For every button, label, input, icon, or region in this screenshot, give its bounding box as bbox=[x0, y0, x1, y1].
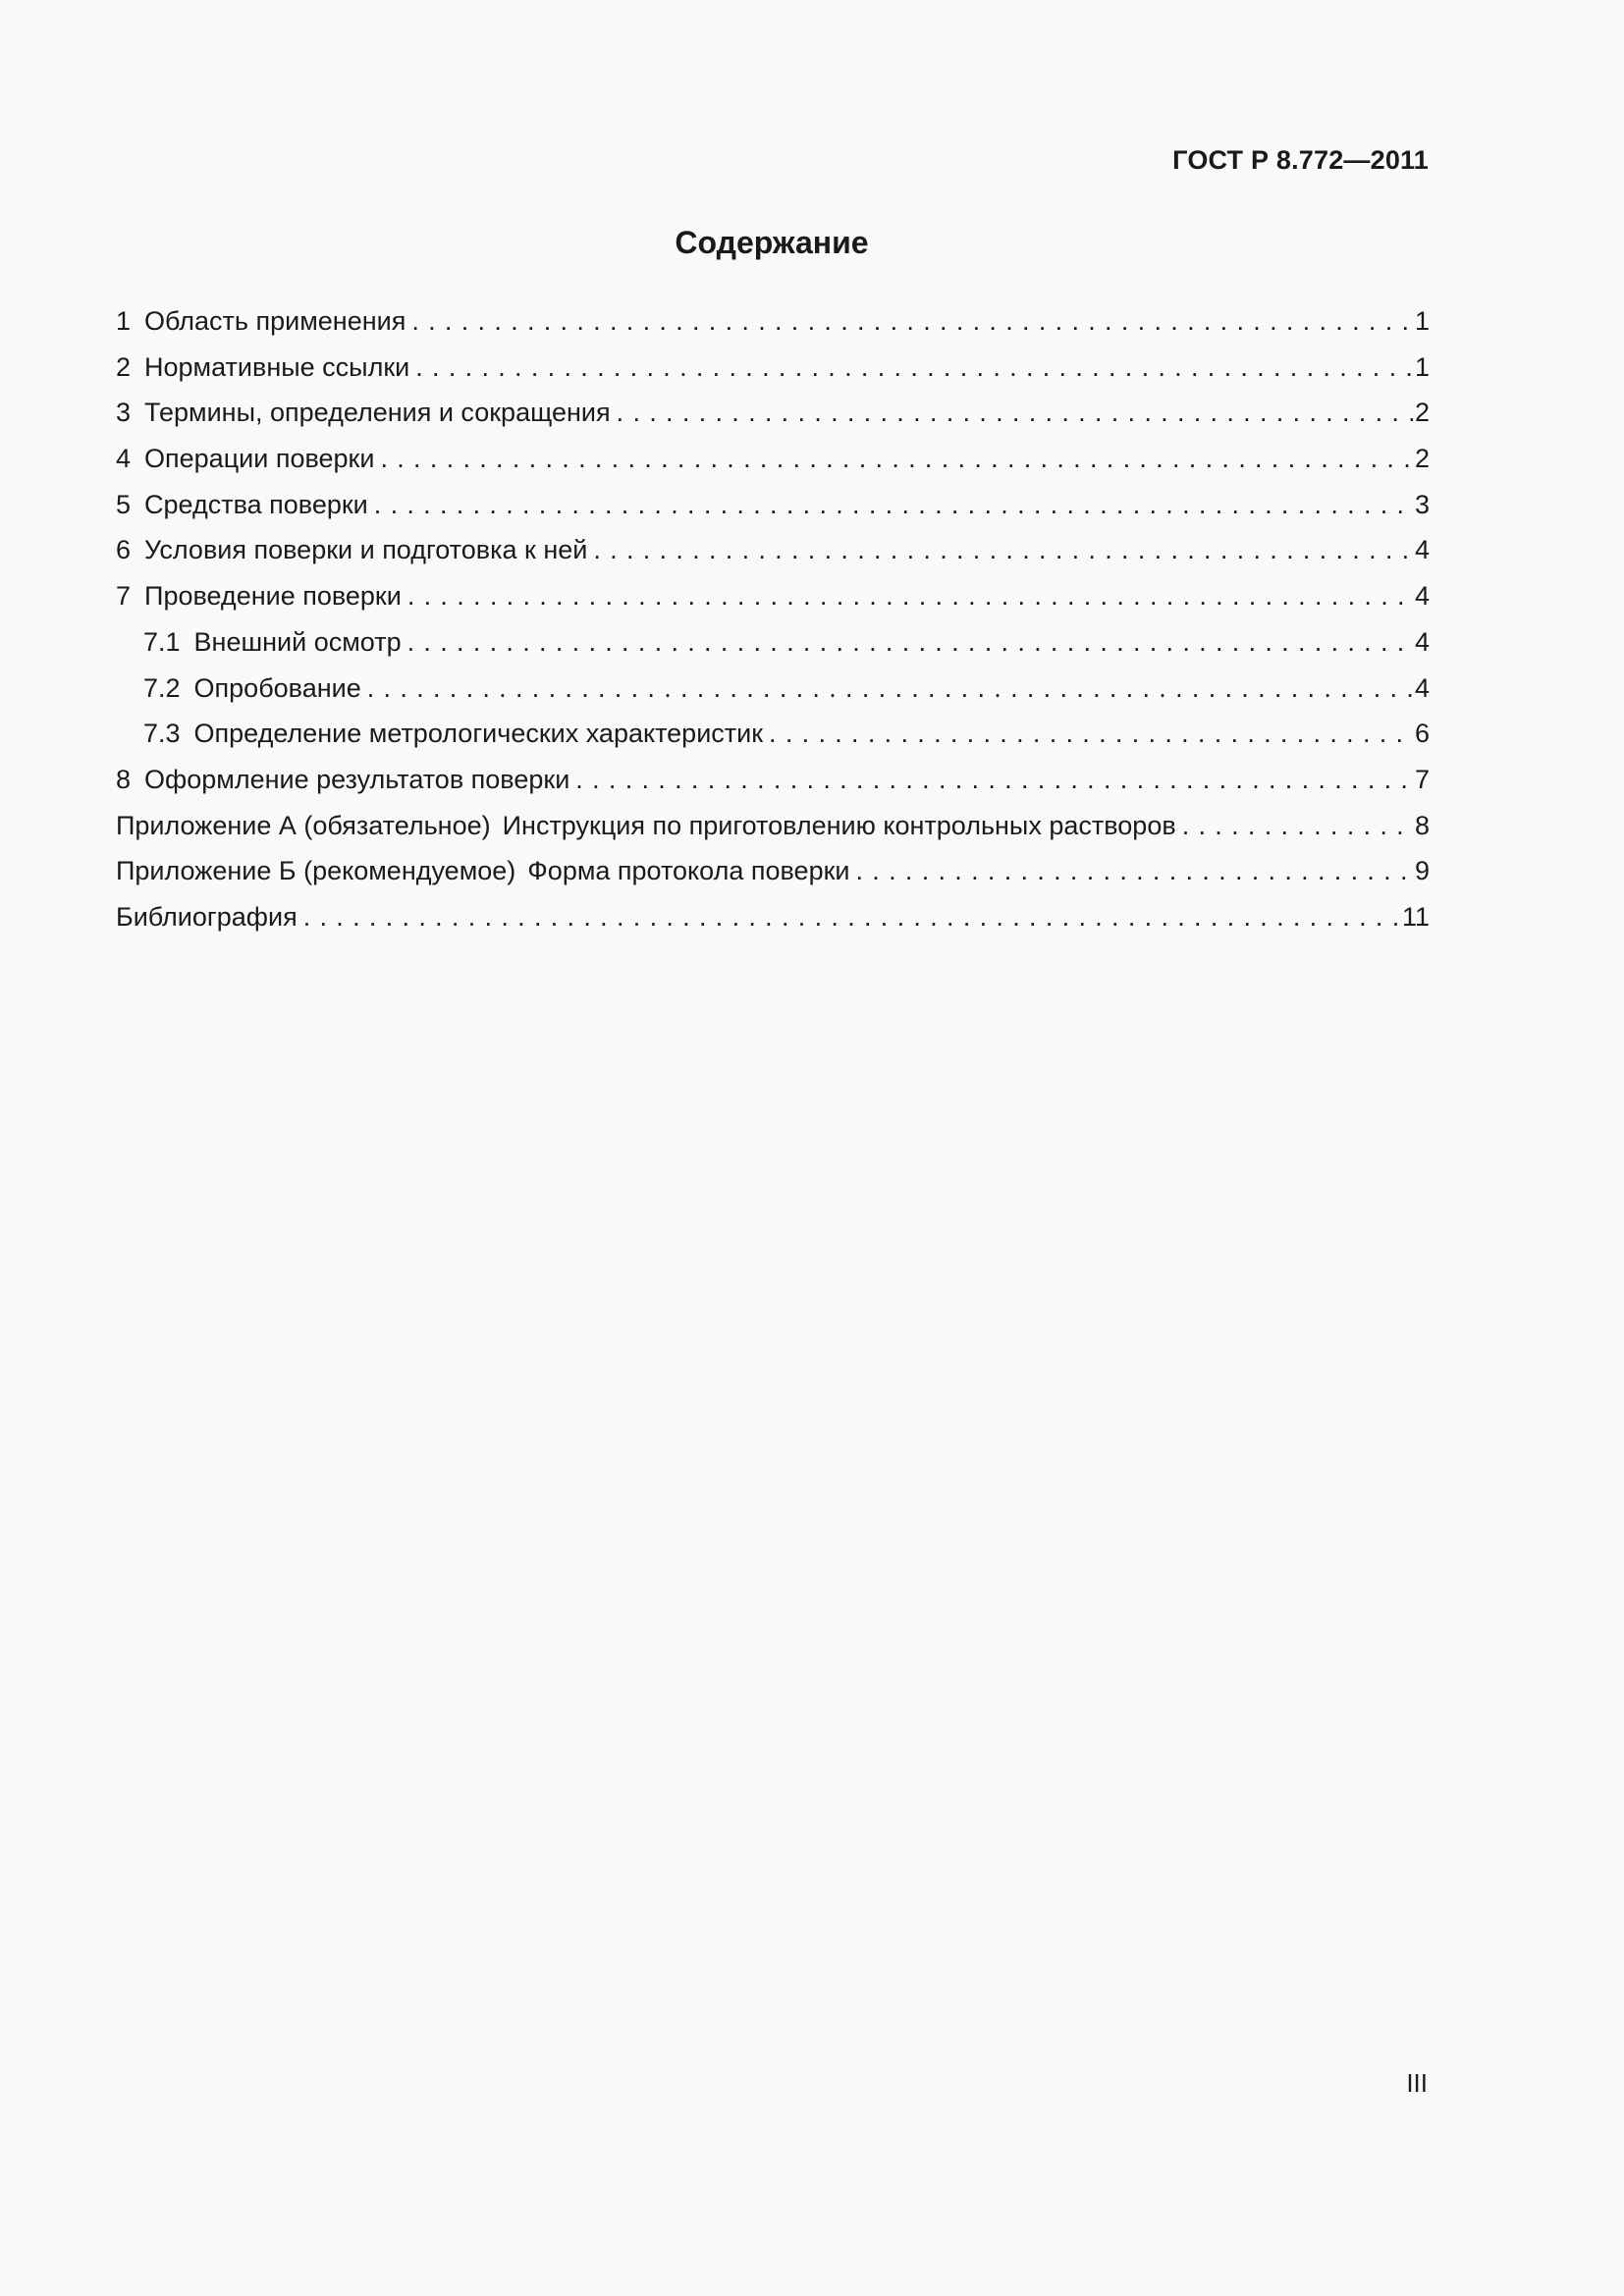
toc-entry-page: 11 bbox=[1401, 901, 1430, 932]
toc-entry-number: 7.3 bbox=[143, 719, 181, 749]
toc-leader-dots bbox=[1182, 809, 1413, 842]
toc-appendix-designation: Приложение А (обязательное) bbox=[116, 810, 491, 840]
toc-entry-label: Условия поверки и подготовка к ней bbox=[144, 535, 588, 565]
toc-entry-page: 4 bbox=[1414, 626, 1430, 657]
toc-entry-label: Опробование bbox=[193, 672, 361, 703]
toc-entry-label: Операции поверки bbox=[144, 444, 375, 474]
toc-entry-page: 4 bbox=[1414, 672, 1430, 703]
toc-entry-7-1[interactable] bbox=[116, 625, 1430, 671]
toc-entry-7[interactable] bbox=[116, 579, 1430, 625]
toc-entry-label: Область применения bbox=[144, 306, 406, 336]
toc-entry-1[interactable] bbox=[116, 304, 1430, 350]
toc-entry-7-2[interactable] bbox=[116, 671, 1430, 718]
toc-entry-label: Средства поверки bbox=[144, 489, 368, 519]
toc-entry-number: 8 bbox=[116, 764, 132, 794]
toc-entry-number: 1 bbox=[116, 306, 132, 336]
toc-entry-page: 1 bbox=[1414, 351, 1430, 382]
toc-leader-dots bbox=[855, 854, 1412, 887]
toc-entry-label: Нормативные ссылки bbox=[144, 351, 410, 382]
toc-entry-page: 4 bbox=[1414, 581, 1430, 612]
toc-entry-number: 4 bbox=[116, 444, 132, 474]
toc-entry-page: 9 bbox=[1414, 856, 1430, 886]
toc-entry-number: 3 bbox=[116, 398, 132, 428]
toc-entry-6[interactable] bbox=[116, 533, 1430, 579]
toc-entry-number: 7.1 bbox=[143, 626, 181, 657]
toc-entry-page: 1 bbox=[1414, 306, 1430, 336]
toc-leader-dots bbox=[407, 579, 1413, 613]
toc-entry-page: 3 bbox=[1414, 489, 1430, 519]
toc-entry-number: 6 bbox=[116, 535, 132, 565]
toc-entry-page: 8 bbox=[1414, 810, 1430, 840]
toc-entry-page: 2 bbox=[1414, 398, 1430, 428]
toc-entry-bibliography[interactable] bbox=[116, 900, 1430, 946]
toc-entry-4[interactable] bbox=[116, 442, 1430, 488]
toc-leader-dots bbox=[415, 350, 1413, 384]
toc-leader-dots bbox=[407, 625, 1413, 659]
toc-entry-label: Инструкция по приготовлению контрольных растворов bbox=[502, 810, 1176, 840]
toc-entry-label: Термины, определения и сокращения bbox=[144, 398, 611, 428]
toc-leader-dots bbox=[617, 396, 1413, 429]
toc-entry-2[interactable] bbox=[116, 350, 1430, 397]
toc-leader-dots bbox=[575, 763, 1413, 796]
toc-entry-number: 7 bbox=[116, 581, 132, 612]
table-of-contents bbox=[116, 304, 1430, 946]
toc-entry-label: Форма протокола поверки bbox=[527, 856, 850, 886]
toc-entry-8[interactable] bbox=[116, 763, 1430, 809]
toc-entry-label: Внешний осмотр bbox=[193, 626, 402, 657]
toc-entry-page: 6 bbox=[1414, 719, 1430, 749]
toc-entry-7-3[interactable] bbox=[116, 717, 1430, 763]
toc-entry-label: Библиография bbox=[116, 901, 298, 932]
document-code: ГОСТ Р 8.772—2011 bbox=[1172, 145, 1429, 175]
toc-entry-number: 2 bbox=[116, 351, 132, 382]
toc-entry-label: Определение метрологических характеристик bbox=[193, 719, 764, 749]
toc-leader-dots bbox=[367, 671, 1413, 705]
toc-leader-dots bbox=[303, 900, 1400, 934]
toc-entry-page: 2 bbox=[1414, 444, 1430, 474]
toc-entry-page: 4 bbox=[1414, 535, 1430, 565]
toc-title: Содержание bbox=[675, 225, 869, 260]
toc-entry-number: 7.2 bbox=[143, 672, 181, 703]
toc-appendix-designation: Приложение Б (рекомендуемое) bbox=[116, 856, 516, 886]
toc-entry-appendix-b[interactable] bbox=[116, 854, 1430, 900]
toc-leader-dots bbox=[374, 488, 1413, 521]
toc-entry-3[interactable] bbox=[116, 396, 1430, 442]
toc-entry-appendix-a[interactable] bbox=[116, 809, 1430, 855]
page-number: III bbox=[1406, 2068, 1428, 2098]
toc-leader-dots bbox=[769, 717, 1413, 750]
toc-entry-label: Проведение поверки bbox=[144, 581, 402, 612]
toc-leader-dots bbox=[593, 533, 1413, 566]
toc-leader-dots bbox=[411, 304, 1413, 338]
toc-entry-5[interactable] bbox=[116, 488, 1430, 534]
toc-entry-label: Оформление результатов поверки bbox=[144, 764, 570, 794]
toc-entry-number: 5 bbox=[116, 489, 132, 519]
toc-leader-dots bbox=[380, 442, 1413, 475]
toc-entry-page: 7 bbox=[1414, 764, 1430, 794]
